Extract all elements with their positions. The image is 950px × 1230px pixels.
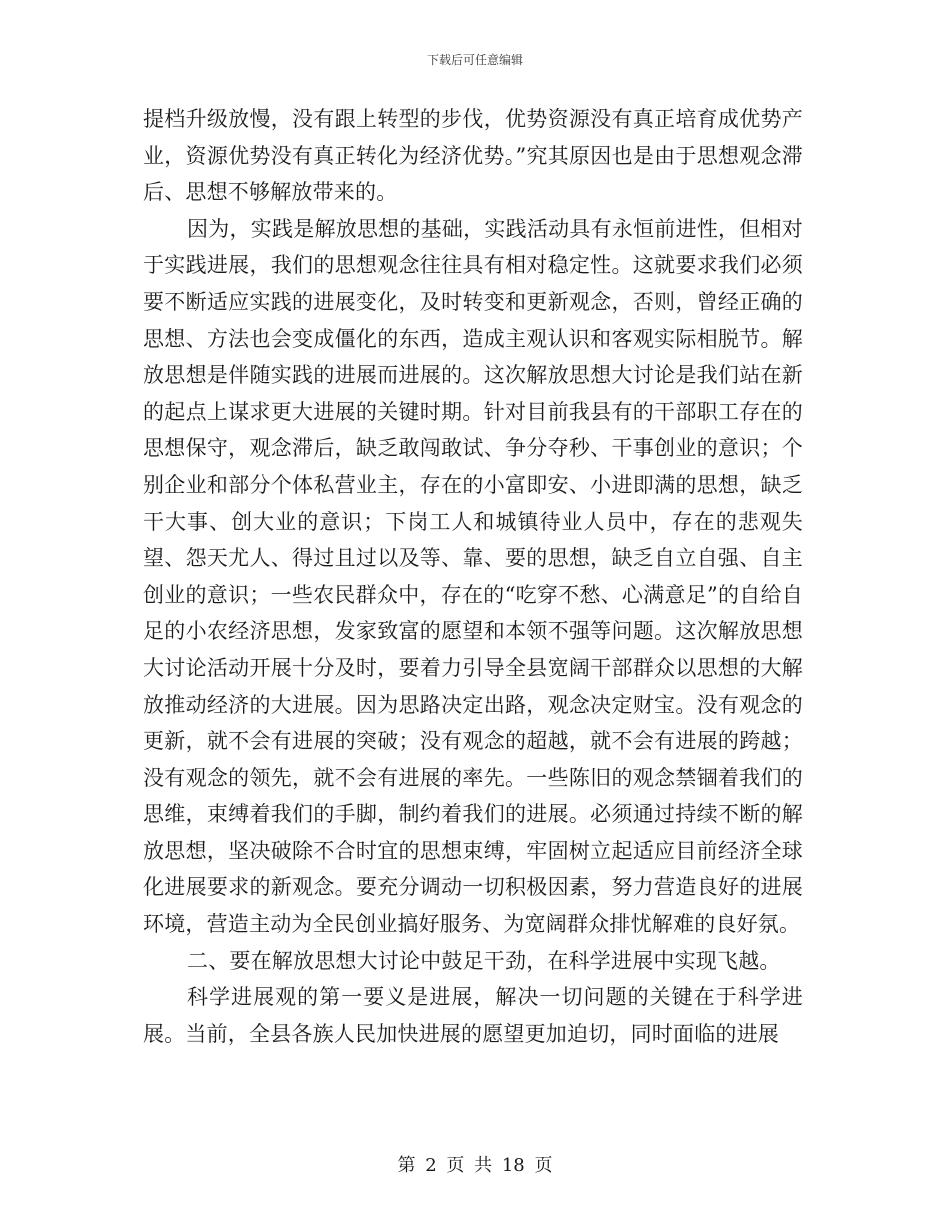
document-body [143,101,803,1052]
page-header: 下载后可任意编辑 [426,53,523,67]
paragraph-scientific-development: 科学进展观的第一要义是进展，解决一切问题的关键在于科学进展。当前，全县各族人民加快进展的愿望更加迫切，同时面临的进展 [143,985,803,1046]
paragraph-practice-basis: 因为，实践是解放思想的基础，实践活动具有永恒前进性，但相对于实践进展，我们的思想观念往往具有相对稳定性。这就要求我们必须要不断适应实践的进展变化，及时转变和更新观念，否则，曾经正确的思想、方法也会变成僵化的东西，造成主观认识和客观实际相脱节。解放思想是伴随实践的进展而进展的。这次解放思想大讨论是我们站在新的起点上谋求更大进展的关键时期。针对目前我县有的干部职工存在的思想保守，观念滞后，缺乏敢闯敢试、争分夺秒、干事创业的意识；个别企业和部分个体私营业主，存在的小富即安、小进即满的思想，缺乏干大事、创大业的意识；下岗工人和城镇待业人员中，存在的悲观失望、怨天尤人、得过且过以及等、靠、要的思想，缺乏自立自强、自主创业的意识；一些农民群众中，存在的“吃穿不愁、心满意足”的自给自足的小农经济思想，发家致富的愿望和本领不强等问题。这次解放思想大讨论活动开展十分及时，要着力引导全县宽阔干部群众以思想的大解放推动经济的大进展。因为思路决定出路，观念决定财宝。没有观念的更新，就不会有进展的突破；没有观念的超越，就不会有进展的跨越；没有观念的领先，就不会有进展的率先。一些陈旧的观念禁锢着我们的思维，束缚着我们的手脚，制约着我们的进展。必须通过持续不断的解放思想，坚决破除不合时宜的思想束缚，牢固树立起适应目前经济全球化进展要求的新观念。要充分调动一切积极因素，努力营造良好的进展环境，营造主动为全民创业搞好服务、为宽阔群众排忧解难的良好氛。 [143,216,803,937]
section-heading-two: 二、要在解放思想大讨论中鼓足干劲，在科学进展中实现飞越。 [187,948,781,973]
paragraph-continuation: 提档升级放慢，没有跟上转型的步伐，优势资源没有真正培育成优势产业，资源优势没有真正转化为经济优势。”究其原因也是由于思想观念滞后、思想不够解放带来的。 [143,107,803,205]
page-number: 第 2 页 共 18 页 [397,1155,553,1176]
